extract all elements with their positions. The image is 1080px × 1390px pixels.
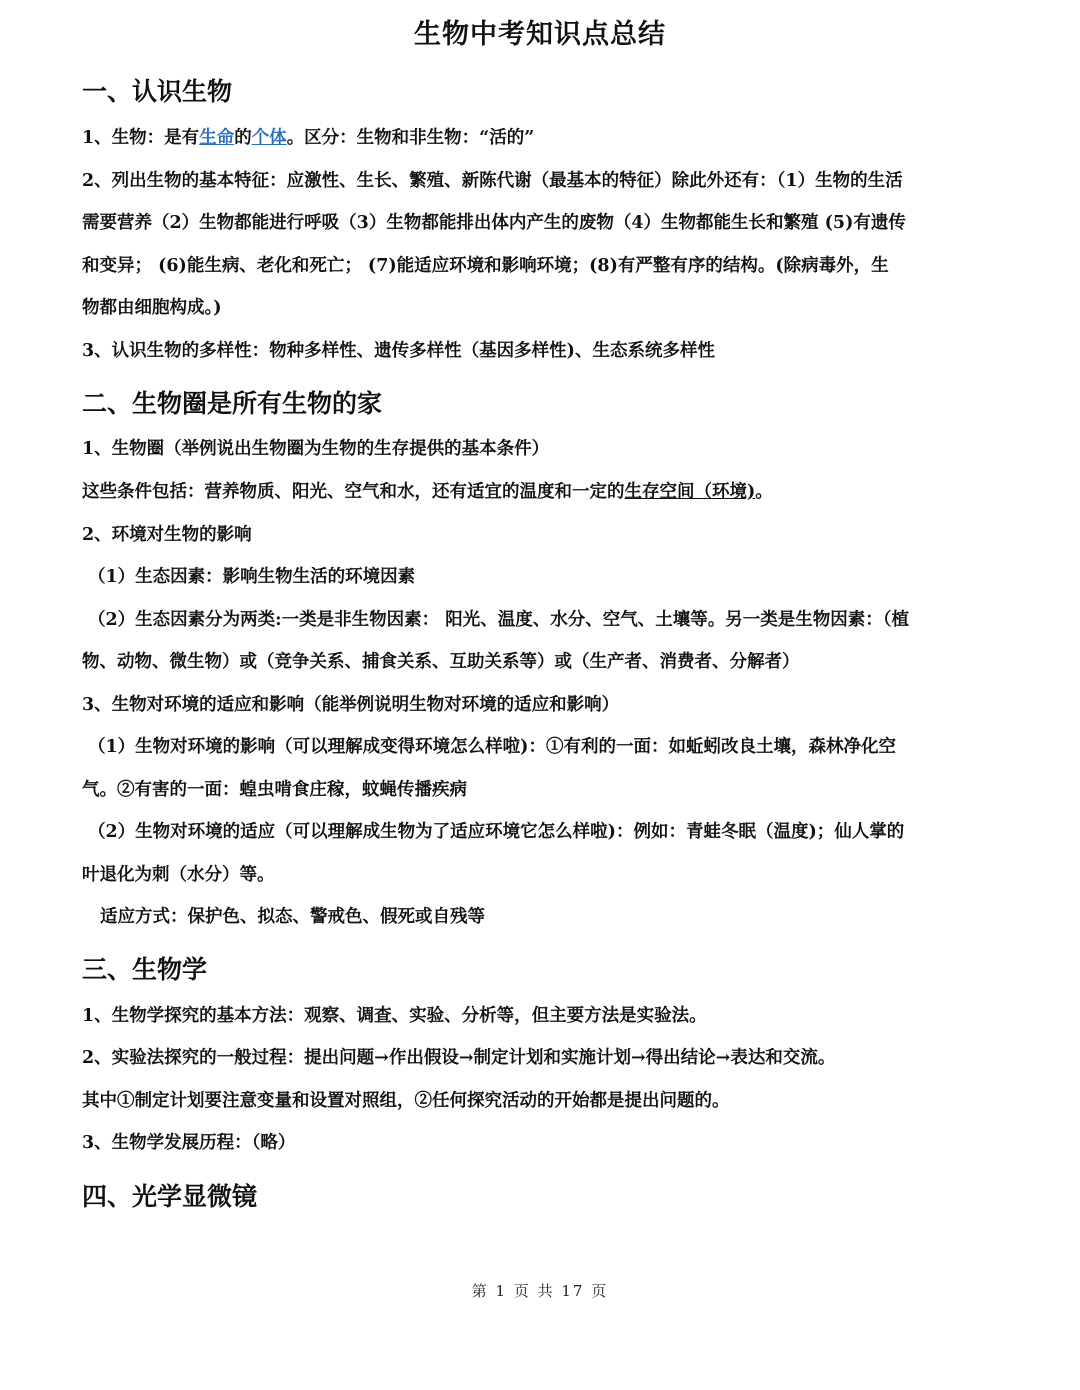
text-line: 气。②有害的一面：蝗虫啃食庄稼，蚊蝇传播疾病 <box>82 780 467 800</box>
text-line: 和变异； (6)能生病、老化和死亡； (7)能适应环境和影响环境；(8)有严整有序的结构。(除病毒外，生 <box>82 256 889 276</box>
text-span: 。区分：生物和非生物：“活的” <box>286 128 535 148</box>
text-line: （2）生态因素分为两类:一类是非生物因素： 阳光、温度、水分、空气、土壤等。另一类是生物因素：（植 <box>88 610 909 630</box>
text-line: 物都由细胞构成。) <box>82 298 222 318</box>
text-line: （1）生物对环境的影响（可以理解成变得环境怎么样啦)：①有利的一面：如蚯蚓改良土壤，森林净化空 <box>88 737 896 757</box>
text-line: 适应方式：保护色、拟态、警戒色、假死或自残等 <box>100 907 485 927</box>
section-heading-2: 二、生物圈是所有生物的家 <box>82 389 383 418</box>
text-line: 物、动物、微生物）或（竞争关系、捕食关系、互助关系等）或（生产者、消费者、分解者） <box>82 652 800 672</box>
page-footer: 第 1 页 共 17 页 <box>471 1282 609 1300</box>
text-line: （1）生态因素：影响生物生活的环境因素 <box>88 567 416 587</box>
text-line: 需要营养（2）生物都能进行呼吸（3）生物都能排出体内产生的废物（4）生物都能生长和繁殖 (5)有遗传 <box>82 213 906 233</box>
link-geti[interactable]: 个体 <box>251 128 287 148</box>
text-line: 3、生物对环境的适应和影响（能举例说明生物对环境的适应和影响） <box>82 695 620 715</box>
text-line: 2、环境对生物的影响 <box>82 525 252 545</box>
text-span: 的 <box>234 128 252 148</box>
text-line: 2、列出生物的基本特征：应激性、生长、繁殖、新陈代谢（最基本的特征）除此外还有：（1）生物的生活 <box>82 171 903 191</box>
text-line: 1、生物圈（举例说出生物圈为生物的生存提供的基本条件） <box>82 439 550 459</box>
text-span: 。 <box>755 482 773 502</box>
section-heading-1: 一、认识生物 <box>82 77 233 106</box>
text-line: 3、认识生物的多样性：物种多样性、遗传多样性（基因多样性)、生态系统多样性 <box>82 341 715 361</box>
text-line: 叶退化为刺（水分）等。 <box>82 865 275 885</box>
underlined-text: 生存空间（环境) <box>624 482 756 502</box>
text-line: （2）生物对环境的适应（可以理解成生物为了适应环境它怎么样啦)：例如：青蛙冬眠（温度)；仙人掌的 <box>88 822 905 842</box>
section-heading-3: 三、生物学 <box>82 955 208 984</box>
link-shengming[interactable]: 生命 <box>199 128 235 148</box>
text-line: 2、实验法探究的一般过程：提出问题→作出假设→制定计划和实施计划→得出结论→表达和交流。 <box>82 1048 836 1068</box>
text-line <box>82 480 773 504</box>
section-heading-4: 四、光学显微镜 <box>82 1182 258 1211</box>
text-line <box>82 126 534 150</box>
text-line: 1、生物学探究的基本方法：观察、调查、实验、分析等，但主要方法是实验法。 <box>82 1006 707 1026</box>
text-line: 3、生物学发展历程：（略） <box>82 1133 296 1153</box>
text-line: 其中①制定计划要注意变量和设置对照组，②任何探究活动的开始都是提出问题的。 <box>82 1091 730 1111</box>
text-span: 这些条件包括：营养物质、阳光、空气和水，还有适宜的温度和一定的 <box>82 482 625 502</box>
document-title: 生物中考知识点总结 <box>414 19 666 50</box>
text-span: 1、生物：是有 <box>82 128 200 148</box>
